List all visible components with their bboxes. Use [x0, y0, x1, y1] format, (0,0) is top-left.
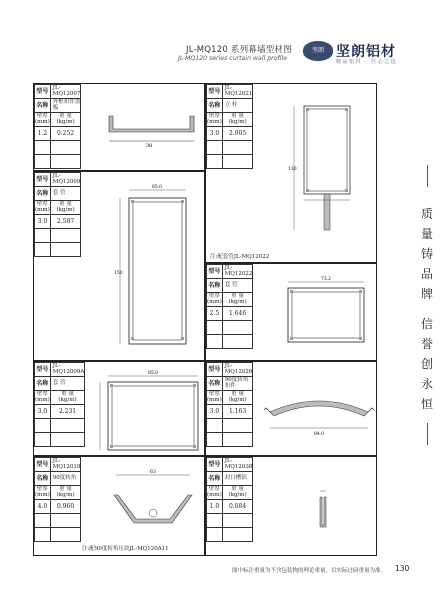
table-cell: [222, 113, 253, 127]
slogan-divider-top: [427, 165, 428, 187]
label-thick-unit: (mm): [35, 396, 50, 403]
profile-name: 套 管: [50, 187, 81, 201]
profile-card-6: [205, 361, 377, 456]
dim-d4: 150: [114, 271, 123, 276]
label-weight-unit: (kg/m): [228, 298, 247, 305]
footer-note: 图中标注重量为不含包装物的理论重量，以实际过磅重量为准。: [232, 568, 387, 574]
label-name: 名称: [35, 377, 51, 391]
profile-weight: 2.905: [222, 127, 253, 141]
profile-thickness: 4.0: [35, 500, 51, 514]
table-cell: [207, 113, 223, 127]
profile-table-4: [206, 264, 253, 349]
table-cell: [35, 486, 51, 500]
label-weight-unit: (kg/m): [228, 118, 247, 125]
label-weight: 重 量: [231, 486, 244, 492]
label-thick-unit: (mm): [207, 491, 222, 498]
label-weight-unit: (kg/m): [228, 491, 247, 498]
profile-card-5: [33, 361, 205, 456]
label-thick-unit: (mm): [35, 491, 50, 498]
section-drawing-8: [266, 467, 374, 547]
page-title: JL-MQ120 系列幕墙型材图: [186, 45, 292, 55]
table-cell: [50, 113, 81, 127]
profile-thickness: 2.5: [207, 307, 223, 321]
table-cell: [222, 419, 253, 433]
profile-thickness: 1.2: [35, 127, 51, 141]
label-thick-unit: (mm): [35, 118, 50, 125]
label-code: 型号: [207, 458, 223, 472]
table-cell: [207, 528, 223, 542]
label-thick: 壁厚: [208, 391, 220, 397]
profile-code: JL-MQ12009: [50, 173, 81, 187]
label-weight-unit: (kg/m): [56, 491, 75, 498]
profile-card-8: [205, 456, 377, 556]
table-cell: [222, 486, 253, 500]
profile-note: 注:配90度转角压块JL-MQ120A11: [82, 546, 169, 552]
label-code: 型号: [35, 85, 51, 99]
profile-table-3: [34, 172, 81, 257]
page-subtitle: JL-MQ120 series curtain wall profile: [178, 55, 288, 62]
profile-weight: 2.587: [50, 215, 81, 229]
profile-code: JL-MQ12026: [222, 363, 253, 377]
profile-thickness: 3.0: [207, 127, 223, 141]
profile-code: JL-MQ12007: [50, 85, 81, 99]
profile-table-2: [206, 84, 253, 169]
slogan-char: 永: [420, 377, 433, 391]
table-cell: [222, 514, 253, 528]
profile-thickness: 3.0: [35, 405, 51, 419]
slogan-char: 信: [420, 317, 433, 331]
table-cell: [222, 293, 253, 307]
section-drawing-6: [262, 372, 376, 452]
profile-code: JL-MQ12022: [222, 265, 253, 279]
profile-table-6: [206, 362, 253, 447]
label-thick-unit: (mm): [207, 396, 222, 403]
table-cell: [35, 419, 51, 433]
profile-table-8: [206, 457, 253, 542]
profile-name: 90度转角: [50, 472, 81, 486]
table-cell: [207, 433, 223, 447]
table-cell: [35, 391, 51, 405]
table-cell: [207, 419, 223, 433]
dim-d1: 38: [145, 143, 153, 149]
label-weight-unit: (kg/m): [228, 396, 247, 403]
label-thick-unit: (mm): [207, 298, 222, 305]
table-cell: [35, 201, 51, 215]
table-cell: [207, 293, 223, 307]
profile-name: 封口槽铝: [222, 472, 253, 486]
profile-thickness: 3.0: [35, 215, 51, 229]
label-weight: 重 量: [59, 486, 72, 492]
label-code: 型号: [35, 173, 51, 187]
profile-weight: 0.252: [50, 127, 81, 141]
profile-table-5: [34, 362, 85, 447]
profile-name: 立 柱: [222, 99, 253, 113]
label-name: 名称: [35, 187, 51, 201]
logo-name: 坚朗铝材: [336, 44, 396, 60]
profile-card-1: [33, 83, 205, 171]
label-name: 名称: [35, 99, 51, 113]
dim-d6: 73.2: [320, 277, 332, 282]
slogan-char: 质: [420, 207, 433, 221]
profile-weight: 1.646: [222, 307, 253, 321]
table-cell: [35, 141, 51, 155]
slogan-char: 铸: [420, 247, 433, 261]
label-weight-unit: (kg/m): [56, 118, 75, 125]
table-cell: [50, 419, 85, 433]
label-weight: 重 量: [59, 113, 72, 119]
section-drawing-1: [94, 94, 204, 169]
table-cell: [222, 433, 253, 447]
profile-card-4: [205, 263, 377, 361]
label-name: 名称: [207, 99, 223, 113]
profile-weight: 0.960: [50, 500, 81, 514]
profile-name: 90度转角扣件: [222, 377, 253, 391]
slogan-char: 创: [420, 357, 433, 371]
dim-d8: 63: [150, 470, 156, 475]
section-drawing-3: [104, 182, 204, 357]
label-code: 型号: [207, 85, 223, 99]
table-cell: [207, 141, 223, 155]
page-number: 130: [395, 564, 410, 573]
table-cell: [222, 391, 253, 405]
profile-weight: 0.084: [222, 500, 253, 514]
label-thick: 壁厚: [208, 293, 220, 299]
label-thick-unit: (mm): [207, 118, 222, 125]
table-cell: [50, 528, 81, 542]
slogan-char: 誉: [420, 337, 433, 351]
table-cell: [207, 486, 223, 500]
dim-d5: 85.0: [147, 371, 159, 376]
slogan-char: 量: [420, 227, 433, 241]
label-weight-unit: (kg/m): [56, 206, 75, 213]
profile-code: JL-MQ12021: [222, 85, 253, 99]
table-cell: [50, 229, 81, 243]
logo-badge: 坚朗: [303, 41, 333, 61]
profile-code: JL-MQ12038: [222, 458, 253, 472]
label-name: 名称: [207, 377, 223, 391]
label-weight: 重 量: [59, 201, 72, 207]
table-cell: [35, 229, 51, 243]
label-thick: 壁厚: [36, 113, 48, 119]
profile-table-1: [34, 84, 81, 169]
table-cell: [50, 243, 81, 257]
table-cell: [222, 528, 253, 542]
section-drawing-4: [268, 272, 376, 358]
label-code: 型号: [35, 458, 51, 472]
section-drawing-7: [94, 465, 202, 541]
section-drawing-5: [90, 368, 204, 454]
table-cell: [35, 514, 51, 528]
profile-thickness: 1.0: [207, 500, 223, 514]
profile-weight: 2.231: [50, 405, 85, 419]
profile-name: 外框扣件盖板: [50, 99, 81, 113]
label-thick: 壁厚: [36, 201, 48, 207]
profile-card-2: [205, 83, 377, 263]
label-code: 型号: [207, 363, 223, 377]
table-cell: [207, 321, 223, 335]
profile-code: JL-MQ12018: [50, 458, 81, 472]
table-cell: [35, 243, 51, 257]
label-weight: 重 量: [231, 391, 244, 397]
label-thick: 壁厚: [36, 486, 48, 492]
table-cell: [35, 528, 51, 542]
profile-name: 套 管: [50, 377, 85, 391]
table-cell: [35, 155, 51, 169]
label-thick-unit: (mm): [35, 206, 50, 213]
dim-d2: 130: [288, 167, 297, 172]
table-cell: [35, 433, 51, 447]
table-cell: [35, 113, 51, 127]
label-name: 名称: [207, 279, 223, 293]
profile-card-7: [33, 456, 205, 556]
table-cell: [50, 514, 81, 528]
table-cell: [222, 321, 253, 335]
profile-table-7: [34, 457, 81, 542]
profile-code: JL-MQ12009A: [50, 363, 85, 377]
table-cell: [50, 201, 81, 215]
table-cell: [207, 335, 223, 349]
label-name: 名称: [207, 472, 223, 486]
label-code: 型号: [207, 265, 223, 279]
table-cell: [50, 141, 81, 155]
label-thick: 壁厚: [208, 486, 220, 492]
profile-note: 注:配套管JL-MQ12022: [210, 254, 270, 260]
label-thick: 壁厚: [208, 113, 220, 119]
profile-thickness: 3.0: [207, 405, 223, 419]
table-cell: [207, 155, 223, 169]
table-cell: [50, 433, 85, 447]
label-name: 名称: [35, 472, 51, 486]
profile-card-3: [33, 171, 205, 361]
table-cell: [222, 141, 253, 155]
slogan-char: 牌: [420, 287, 433, 301]
label-weight-unit: (kg/m): [58, 396, 77, 403]
label-code: 型号: [35, 363, 51, 377]
label-weight: 重 量: [231, 293, 244, 299]
label-weight: 重 量: [231, 113, 244, 119]
slogan-divider-bottom: [427, 423, 428, 445]
label-thick: 壁厚: [36, 391, 48, 397]
slogan-char: 恒: [420, 397, 433, 411]
table-cell: [222, 155, 253, 169]
dim-d3: 85.0: [151, 185, 163, 190]
profile-name: 套 管: [222, 279, 253, 293]
table-cell: [50, 155, 81, 169]
table-cell: [50, 486, 81, 500]
logo-tagline: 精品铝材 · 匠心之选: [336, 59, 398, 65]
label-weight: 重 量: [61, 391, 74, 397]
profile-weight: 1.163: [222, 405, 253, 419]
dim-d7: 84.0: [313, 432, 325, 437]
table-cell: [207, 514, 223, 528]
brand-logo: [303, 41, 413, 69]
table-cell: [222, 335, 253, 349]
table-cell: [207, 391, 223, 405]
table-cell: [50, 391, 85, 405]
slogan-char: 品: [420, 267, 433, 281]
section-drawing-2: [276, 92, 376, 252]
